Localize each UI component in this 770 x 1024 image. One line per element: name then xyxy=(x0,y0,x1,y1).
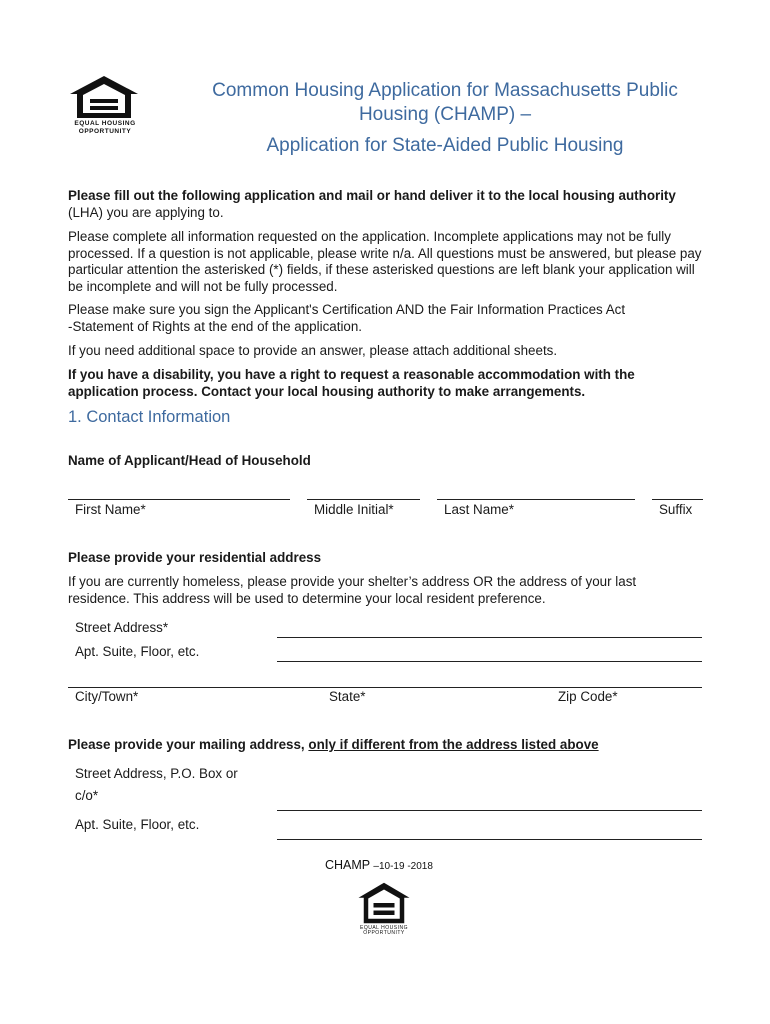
footer-logo-text-line2: OPPORTUNITY xyxy=(363,930,405,936)
zip-code-label: Zip Code* xyxy=(558,689,618,704)
city-state-zip-field[interactable] xyxy=(68,687,702,688)
equal-housing-logo xyxy=(68,74,142,135)
footer-logo-text-line1: EQUAL HOUSING xyxy=(360,925,408,931)
mailing-heading-text: Please provide your mailing address, xyxy=(68,737,305,752)
suffix-field[interactable] xyxy=(652,499,703,500)
intro-p1-bold: Please fill out the following application and mail or hand deliver it to the local housing authority xyxy=(68,188,676,203)
mailing-street-label-line2: c/o* xyxy=(75,788,99,803)
city-town-label: City/Town* xyxy=(75,689,139,704)
logo-text-line1: EQUAL HOUSING xyxy=(74,120,136,127)
mailing-street-label-line1: Street Address, P.O. Box or xyxy=(75,766,238,781)
page-title-line1: Common Housing Application for Massachusetts Public xyxy=(212,80,678,101)
intro-p3-line2: -Statement of Rights at the end of the application. xyxy=(68,318,363,334)
footer-house-icon xyxy=(357,881,411,925)
footer-equal-housing-logo xyxy=(357,881,411,936)
last-name-field[interactable] xyxy=(437,499,635,500)
logo-text-line2: OPPORTUNITY xyxy=(78,127,132,135)
footer-code: CHAMP xyxy=(325,858,370,872)
last-name-label: Last Name* xyxy=(444,502,514,517)
mailing-address-heading xyxy=(68,737,599,752)
middle-initial-field[interactable] xyxy=(307,499,420,500)
apt-suite-field[interactable] xyxy=(277,661,702,662)
street-address-field[interactable] xyxy=(277,637,702,638)
apt-suite-label: Apt. Suite, Floor, etc. xyxy=(75,644,200,659)
intro-paragraph-2: Please complete all information requested on the application. Incomplete applications may not be fully processed. If a question is not applicable, please write n/a. All questions must be answered, but please pay particular attention the asterisked (*) fields, if these asterisked questions are left blank your application will be incomplete and will not be fully processed. xyxy=(68,229,702,294)
mailing-street-field[interactable] xyxy=(277,810,702,811)
first-name-field[interactable] xyxy=(68,499,290,500)
section-heading-contact-information: 1. Contact Information xyxy=(68,408,231,426)
intro-paragraph-3 xyxy=(68,302,708,335)
house-icon xyxy=(68,74,140,118)
middle-initial-label: Middle Initial* xyxy=(314,502,394,517)
intro-paragraph-1 xyxy=(68,188,708,221)
intro-paragraph-4: If you need additional space to provide an answer, please attach additional sheets. xyxy=(68,343,558,358)
residential-address-heading: Please provide your residential address xyxy=(68,550,322,565)
footer-version xyxy=(325,858,433,872)
suffix-label: Suffix xyxy=(659,502,693,517)
intro-p3-line1: Please make sure you sign the Applicant's Certification AND the Fair Information Practices Act xyxy=(68,302,626,317)
mailing-apt-suite-field[interactable] xyxy=(277,839,702,840)
applicant-name-heading: Name of Applicant/Head of Household xyxy=(68,453,311,468)
residential-address-note: If you are currently homeless, please provide your shelter’s address OR the address of your last residence. This address will be used to determine your local resident preference. xyxy=(68,574,637,606)
street-address-label: Street Address* xyxy=(75,620,169,635)
mailing-heading-underlined: only if different from the address listed above xyxy=(308,737,599,752)
mailing-apt-suite-label: Apt. Suite, Floor, etc. xyxy=(75,817,200,832)
page-subtitle: Application for State-Aided Public Housing xyxy=(266,135,624,156)
state-label: State* xyxy=(329,689,366,704)
first-name-label: First Name* xyxy=(75,502,146,517)
page-title-line2: Housing (CHAMP) – xyxy=(358,104,532,125)
disability-notice: If you have a disability, you have a right to request a reasonable accommodation with the application process. Contact your local housing authority to make arrangements. xyxy=(68,367,635,399)
intro-p1-rest: (LHA) you are applying to. xyxy=(68,204,224,220)
footer-date: –10-19 -2018 xyxy=(373,861,433,872)
